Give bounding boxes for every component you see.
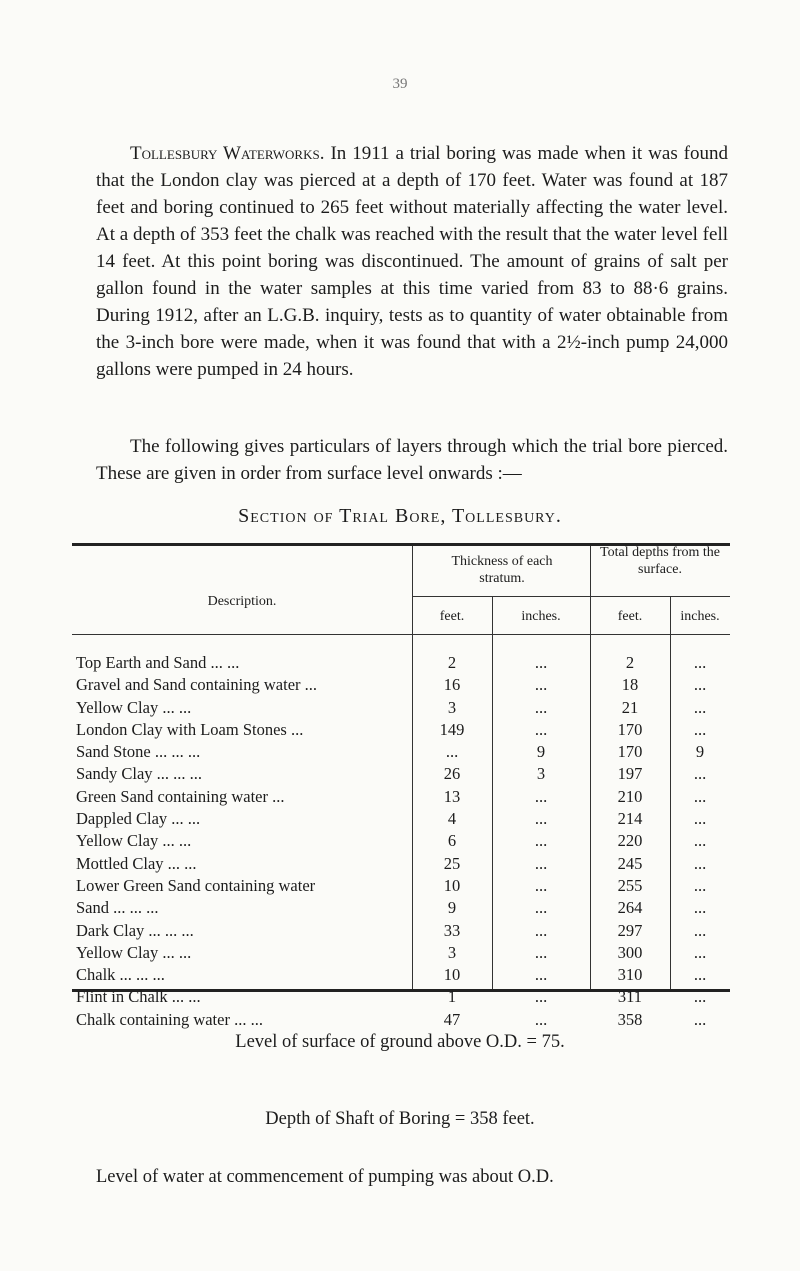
header-feet: feet. — [439, 609, 465, 624]
table-row: Chalk containing water ... ... 47 ... 358 ... — [76, 1009, 707, 1029]
table-row: Flint in Chalk ... ... 1 ... 311 ... — [76, 987, 707, 1007]
header-total-inches: inches. — [680, 609, 720, 624]
surface-level-note: Level of surface of ground above O.D. = 75. — [235, 1032, 565, 1052]
shaft-depth-note: Depth of Shaft of Boring = 358 feet. — [265, 1109, 535, 1129]
table-body — [72, 634, 730, 1031]
table-row: Green Sand containing water ... 13 ... 210 ... — [76, 786, 707, 806]
table-row: Dark Clay ... ... ... 33 ... 297 ... — [76, 920, 707, 940]
layers-paragraph: The following gives particulars of layers through which the trial bore pierced. These are given in order from surface level onwards :— — [96, 436, 728, 484]
header-thickness: Thickness of each stratum. — [451, 554, 553, 586]
table-row: Yellow Clay ... ... 3 ... 21 ... — [76, 697, 707, 717]
header-inches: inches. — [521, 609, 561, 624]
header-subdivider — [412, 596, 730, 597]
section-title: Section of Trial Bore, Tollesbury. — [238, 505, 562, 527]
table-row: Sand Stone ... ... ... ... 9 170 9 — [76, 742, 705, 762]
water-level-note: Level of water at commencement of pumping was about O.D. — [96, 1167, 554, 1187]
table-row: Mottled Clay ... ... 25 ... 245 ... — [76, 853, 707, 873]
header-total-feet: feet. — [617, 609, 643, 624]
table-row: Yellow Clay ... ... 6 ... 220 ... — [76, 831, 707, 851]
table-row: Top Earth and Sand ... ... 2 ... 2 ... — [76, 653, 707, 672]
header-total-depths: Total depths from the surface. — [600, 545, 720, 577]
table-row: Dappled Clay ... ... 4 ... 214 ... — [76, 809, 707, 829]
page-number: 39 — [392, 76, 408, 92]
intro-paragraph — [96, 140, 728, 383]
table-row: Chalk ... ... ... 10 ... 310 ... — [76, 965, 707, 985]
table-row: Yellow Clay ... ... 3 ... 300 ... — [76, 942, 707, 962]
table-row: Lower Green Sand containing water 10 ... 255 ... — [76, 875, 707, 895]
table-row: London Clay with Loam Stones ... 149 ... 170 ... — [76, 719, 707, 739]
paragraph-heading: Tollesbury Waterworks. — [130, 143, 325, 164]
table-row: Gravel and Sand containing water ... 16 ... 18 ... — [76, 675, 707, 695]
strata-table — [72, 543, 730, 1029]
header-description: Description. — [207, 594, 277, 609]
table-row: Sand ... ... ... 9 ... 264 ... — [76, 898, 707, 918]
intro-paragraph-text: In 1911 a trial boring was made when it was found that the London clay was pierced at a depth of 170 feet. Water was found at 187 feet and boring continued to 265 feet without materially affecting the water level. At a depth of 353 feet the chalk was reached with the result that the water level fell 14 feet. At this point boring was discontinued. The amount of grains of salt per gallon found in the water samples at this time varied from 83 to 88·6 grains. During 1912, after an L.G.B. inquiry, tests as to quantity of water obtainable from the 3-inch bore were made, when it was found that with a 2½-inch pump 24,000 gallons were pumped in 24 hours. — [96, 143, 728, 380]
table-row: Sandy Clay ... ... ... 26 3 197 ... — [76, 764, 707, 784]
